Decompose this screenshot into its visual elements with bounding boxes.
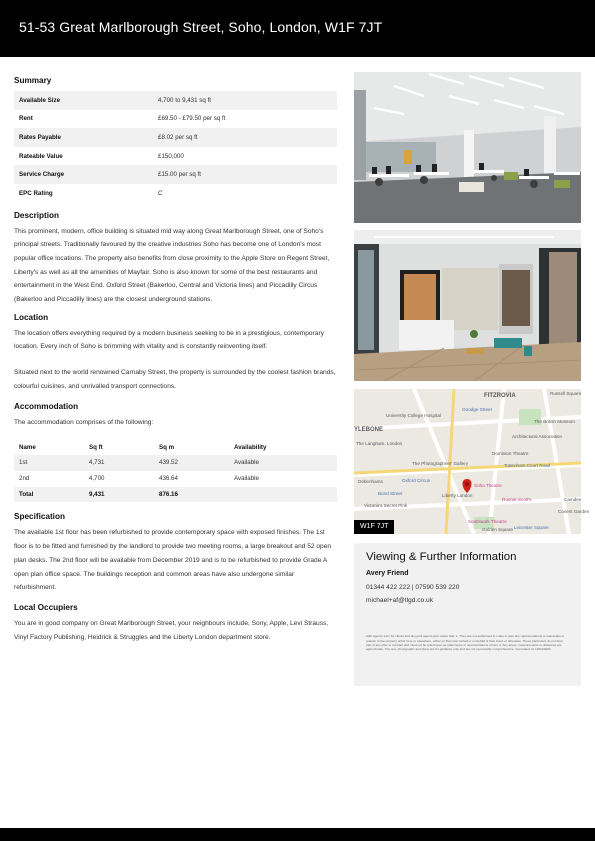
map-label: YLEBONE: [354, 427, 384, 433]
map-postcode-tag: W1F 7JT: [354, 520, 394, 534]
table-cell: 1st: [14, 455, 84, 471]
map-label: Victoria's Secret Pink: [364, 503, 408, 508]
header-bar: [0, 0, 595, 57]
total-row: [14, 487, 337, 503]
agent-name: Avery Friend: [366, 570, 409, 577]
map-label: Camden: [564, 497, 582, 502]
summary-row: [14, 184, 337, 203]
summary-row: [14, 91, 337, 110]
office-photo: [354, 72, 581, 223]
table-row: [14, 455, 337, 471]
summary-key: Rent: [19, 115, 33, 123]
table-cell: Total: [14, 487, 84, 503]
table-cell: 436.64: [159, 475, 178, 483]
table-cell: Available: [234, 475, 259, 483]
map-label: Soho Theatre: [474, 483, 502, 488]
map-label: The British Museum: [534, 419, 575, 424]
viewing-panel: [354, 543, 581, 686]
map-label: FITZROVIA: [484, 393, 516, 399]
table-header-row: [14, 439, 337, 455]
summary-value: 4,700 to 9,431 sq ft: [153, 91, 337, 110]
table-cell: 2nd: [19, 475, 30, 483]
summary-row: [14, 165, 337, 184]
summary-heading: Summary: [14, 76, 52, 85]
map-label: Leicester Square: [514, 525, 549, 530]
location-text-2: Situated next to the world renowned Carnaby Street, the property is surrounded by the coolest fashion brands, colourful cuisines, and unrivalled transport connections.: [14, 369, 336, 390]
agent-email[interactable]: michael+af@tlgd.co.uk: [366, 596, 433, 604]
map-label: Dominion Theatre: [492, 451, 529, 456]
summary-value: £150,000: [158, 152, 184, 160]
map-label: Bond Street: [378, 491, 403, 496]
map-label: Architectural Association: [512, 434, 563, 439]
map-label: Oxford Circus: [402, 478, 431, 483]
accommodation-heading: Accommodation: [14, 401, 79, 411]
footer-bar: [0, 828, 595, 841]
agent-phone[interactable]: 01344 422 222 | 07590 539 220: [366, 584, 460, 591]
map-label: Covent Garden: [558, 509, 590, 514]
description-heading: Description: [14, 210, 60, 220]
specification-text: The available 1st floor has been refurbished to provide contemporary space with exposed finishes. The 1st floor is to be fitted and furnished by the landlord to provide two meeting rooms, a large breakout and 52 open plan desks. The 2nd floor will be available from December 2019 and is to be refurbished to provide Grade A open plan office space. The buildings reception and common areas have also undergone similar refurbishment.: [14, 529, 332, 592]
table-cell: 4,731: [84, 455, 154, 471]
location-text: The location offers everything required by a modern business seeking to be in a prestigious, contemporary location. Every inch of Soho is brimming with vitality and is constantly reinventing itself.: [14, 329, 324, 351]
map-label: The Photographers' Gallery: [412, 461, 469, 466]
main-column: [14, 76, 337, 644]
map-label: Goodge Street: [462, 407, 492, 412]
location-heading: Location: [14, 312, 49, 322]
viewing-heading: Viewing & Further Information: [366, 551, 517, 563]
table-cell: 9,431: [84, 487, 154, 503]
table-row: [14, 471, 337, 487]
summary-row: [14, 110, 337, 129]
summary-key: Rates Payable: [14, 128, 153, 147]
column-header: Sq ft: [89, 443, 103, 451]
map-label: Tottenham Court Road: [504, 463, 551, 468]
table-cell: 876.16: [154, 487, 229, 503]
summary-key: Available Size: [14, 91, 153, 110]
table-cell: 439.52: [154, 455, 229, 471]
occupiers-heading: Local Occupiers: [14, 603, 78, 612]
column-header: Sq m: [159, 443, 175, 451]
map-label: The Langham, London: [356, 441, 403, 446]
specification-heading: Specification: [14, 512, 65, 522]
disclaimer-text: A&F Agency LLP, for clients and any joint agents give notice that: 1. They are not authorised to make or give any representations or warranties in relation to the property either here or elsewhere, either on their own behalf or on behalf of their client or otherwise. These particulars do not form part of any offer or contract and must not be relied upon as statements or representations of fact. 2. Any areas, measurements or distances are approximate. The text, photographs and plans are for guidance only and are not necessarily comprehensive. Generated on 19/04/2020: [366, 634, 564, 652]
reception-photo: [354, 230, 581, 381]
summary-key: EPC Rating: [19, 189, 53, 197]
map-label: Southwark Theatre: [468, 519, 507, 524]
summary-value: C: [158, 189, 163, 197]
map-label: Ronnie Scott's: [502, 497, 532, 502]
summary-table: [14, 91, 337, 203]
table-cell: [229, 487, 337, 503]
location-map: [354, 389, 590, 534]
column-header: Name: [19, 443, 36, 451]
map-label: Russell Square: [550, 391, 582, 396]
summary-row: [14, 147, 337, 166]
summary-row: [14, 128, 337, 147]
summary-key: Rateable Value: [19, 152, 63, 160]
map-label: Golden Square: [482, 527, 513, 532]
table-cell: 4,700: [89, 475, 105, 483]
accommodation-intro: The accommodation comprises of the following:: [14, 418, 154, 426]
accommodation-table: [14, 439, 337, 502]
summary-value: £8.02 per sq ft: [153, 128, 337, 147]
occupiers-text: You are in good company on Great Marlborough Street, your neighbours include, Sony, Apple, Levi Strauss, Vinyl Factory Publishing, Heidrick & Struggles and the Liberty London department store.: [14, 620, 329, 641]
column-header: Availability: [234, 443, 267, 451]
table-cell: Available: [229, 455, 337, 471]
summary-value: £15.00 per sq ft: [153, 165, 337, 184]
description-text: This prominent, modern, office building is situated mid way along Great Marlborough Street, one of Soho's principal streets. Traditionally favoured by the creative industries Soho has become one of London's most popular office locations. The property also benefits from close proximity to the Apple Store on Regent Street, Liberty's as well as all the amenities of Mayfair. Soho is also known for some of the best restaurants and entertainment in the West End. Oxford Street (Bakerloo, Central and Victoria lines) and Piccadilly Circus (Bakerloo and Piccadilly lines) are the closest underground stations.: [14, 227, 330, 304]
map-label: Liberty London: [442, 493, 473, 498]
summary-key: Service Charge: [14, 165, 153, 184]
map-label: University College Hospital: [386, 413, 441, 418]
summary-value: £69.50 - £79.50 per sq ft: [158, 115, 226, 123]
map-label: Debenhams: [358, 479, 383, 484]
page-title: 51-53 Great Marlborough Street, Soho, London, W1F 7JT: [19, 19, 383, 35]
